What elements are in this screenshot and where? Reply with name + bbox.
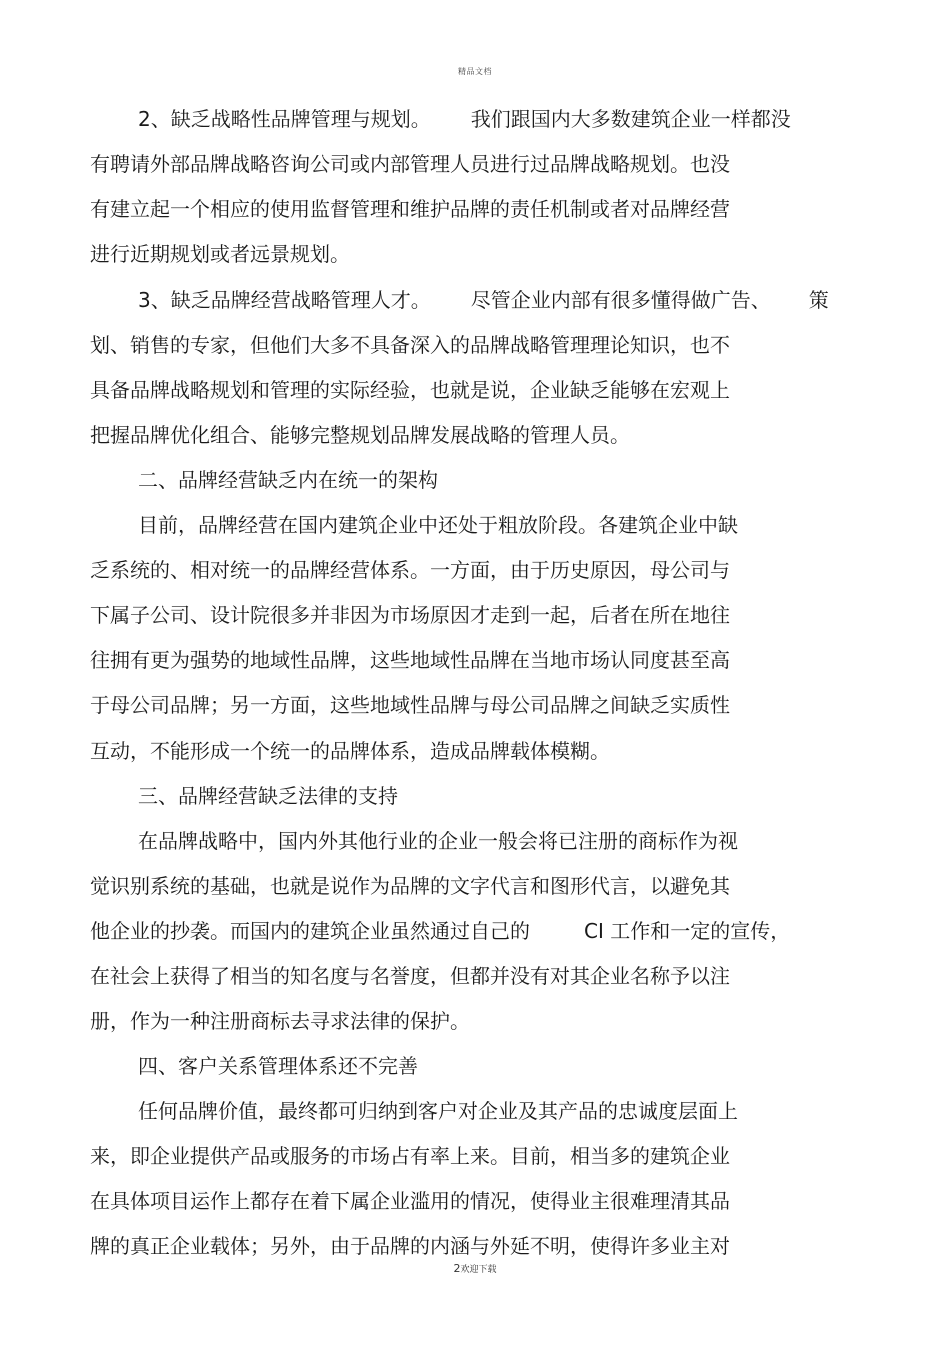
text-line: 在社会上获得了相当的知名度与名誉度，但都并没有对其企业名称予以注 xyxy=(90,964,730,988)
text-segment: 尽管企业内部有很多懂得做广告、 xyxy=(470,288,771,312)
text-line: 目前，品牌经营在国内建筑企业中还处于粗放阶段。各建筑企业中缺 xyxy=(138,513,738,537)
section-heading: 四、客户关系管理体系还不完善 xyxy=(138,1054,418,1078)
section-heading: 三、品牌经营缺乏法律的支持 xyxy=(138,784,398,808)
text-segment: 2、缺乏战略性品牌管理与规划。 xyxy=(138,107,431,131)
text-line: 进行近期规划或者远景规划。 xyxy=(90,242,350,266)
text-segment: CI 工作和一定的宣传， xyxy=(584,919,791,943)
text-line: 把握品牌优化组合、能够完整规划品牌发展战略的管理人员。 xyxy=(90,423,630,447)
section-heading: 二、品牌经营缺乏内在统一的架构 xyxy=(138,468,438,492)
text-segment: 3、缺乏品牌经营战略管理人才。 xyxy=(138,288,431,312)
text-line: 有聘请外部品牌战略咨询公司或内部管理人员进行过品牌战略规划。也没 xyxy=(90,152,730,176)
text-line: 往拥有更为强势的地域性品牌，这些地域性品牌在当地市场认同度甚至高 xyxy=(90,648,730,672)
text-line: 在具体项目运作上都存在着下属企业滥用的情况，使得业主很难理清其品 xyxy=(90,1189,730,1213)
text-line: 觉识别系统的基础，也就是说作为品牌的文字代言和图形代言，以避免其 xyxy=(90,874,730,898)
page-footer xyxy=(0,1262,950,1275)
text-line: 任何品牌价值，最终都可归纳到客户对企业及其产品的忠诚度层面上 xyxy=(138,1099,738,1123)
text-line xyxy=(138,287,829,313)
text-line: 互动，不能形成一个统一的品牌体系，造成品牌载体模糊。 xyxy=(90,739,610,763)
text-line: 有建立起一个相应的使用监督管理和维护品牌的责任机制或者对品牌经营 xyxy=(90,197,730,221)
text-line: 下属子公司、设计院很多并非因为市场原因才走到一起，后者在所在地往 xyxy=(90,603,730,627)
text-line: 牌的真正企业载体；另外，由于品牌的内涵与外延不明，使得许多业主对 xyxy=(90,1234,730,1258)
text-line xyxy=(138,106,791,132)
text-segment: 他企业的抄袭。而国内的建筑企业虽然通过自己的 xyxy=(90,919,530,943)
text-line: 具备品牌战略规划和管理的实际经验，也就是说，企业缺乏能够在宏观上 xyxy=(90,378,730,402)
text-line: 来，即企业提供产品或服务的市场占有率上来。目前，相当多的建筑企业 xyxy=(90,1144,730,1168)
text-line: 册，作为一种注册商标去寻求法律的保护。 xyxy=(90,1009,470,1033)
page-header: 精品文档 xyxy=(458,67,492,76)
text-line xyxy=(90,918,790,944)
text-line: 乏系统的、相对统一的品牌经营体系。一方面，由于历史原因，母公司与 xyxy=(90,558,730,582)
page-number: 2 xyxy=(453,1262,461,1275)
text-line: 于母公司品牌；另一方面，这些地域性品牌与母公司品牌之间缺乏实质性 xyxy=(90,693,730,717)
text-segment: 策 xyxy=(808,288,829,312)
text-line: 划、销售的专家，但他们大多不具备深入的品牌战略管理理论知识，也不 xyxy=(90,333,730,357)
text-segment: 我们跟国内大多数建筑企业一样都没 xyxy=(470,107,791,131)
text-line: 在品牌战略中，国内外其他行业的企业一般会将已注册的商标作为视 xyxy=(138,829,738,853)
footer-text: 欢迎下载 xyxy=(460,1265,497,1275)
